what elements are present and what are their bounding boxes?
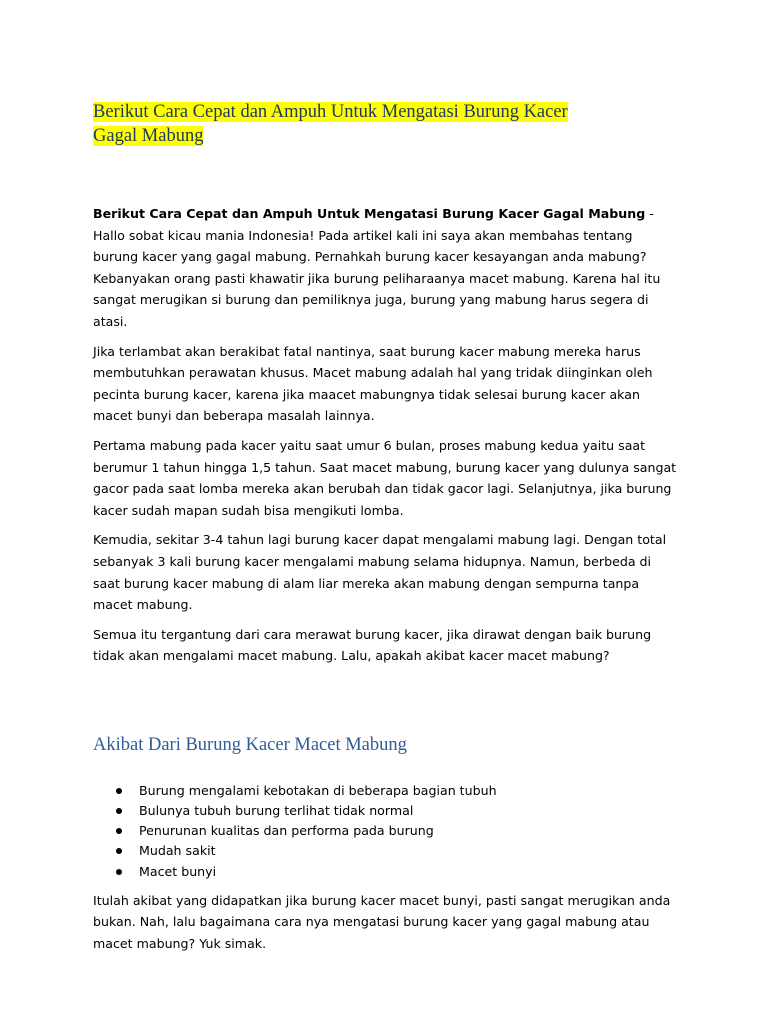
intro-text: -Hallo sobat kicau mania Indonesia! Pada artikel kali ini saya akan membahas tentang burung kacer yang gagal mabung. Pernahkah burung kacer kesayangan anda mabung? Kebanyakan orang pasti khawatir jika burung peliharaanya macet mabung. Karena hal itu sangat merugikan si burung dan pemiliknya juga, burung yang mabung harus segera di atasi. [93, 206, 661, 329]
list-item [93, 821, 678, 841]
document-title [93, 100, 678, 148]
paragraph-3: Kemudia, sekitar 3-4 tahun lagi burung kacer dapat mengalami mabung lagi. Dengan total sebanyak 3 kali burung kacer mengalami mabung selama hidupnya. Namun, berbeda di saat burung kacer mabung di alam liar mereka akan mabung dengan sempurna tanpa macet mabung. [93, 532, 667, 613]
list-item [93, 781, 678, 801]
document-body [93, 100, 678, 963]
title-line-1: Berikut Cara Cepat dan Ampuh Untuk Mengatasi Burung Kacer [93, 102, 568, 122]
list-item-text: Burung mengalami kebotakan di beberapa bagian tubuh [139, 782, 497, 798]
paragraph-4: Semua itu tergantung dari cara merawat burung kacer, jika dirawat dengan baik burung tidak akan mengalami macet mabung. Lalu, apakah akibat kacer macet mabung? [93, 626, 652, 664]
list-item-text: Macet bunyi [139, 863, 217, 879]
list-item [93, 841, 678, 861]
list-item-text: Bulunya tubuh burung terlihat tidak normal [139, 803, 414, 819]
intro-paragraph [93, 203, 678, 333]
list-item-text: Penurunan kualitas dan performa pada burung [139, 823, 434, 839]
list-item [93, 801, 678, 821]
bullet-icon [116, 788, 122, 794]
section-heading: Akibat Dari Burung Kacer Macet Mabung [93, 734, 407, 755]
bullet-icon [116, 828, 122, 834]
paragraph-1: Jika terlambat akan berakibat fatal nantinya, saat burung kacer mabung mereka harus membutuhkan perawatan khusus. Macet mabung adalah hal yang tridak diinginkan oleh pecinta burung kacer, karena jika maacet mabungnya tidak selesai burung kacer akan macet bunyi dan beberapa masalah lainnya. [93, 343, 653, 424]
list-item-text: Mudah sakit [139, 843, 216, 859]
bullet-list [93, 781, 678, 882]
bullet-icon [116, 848, 122, 854]
intro-bold-text: Berikut Cara Cepat dan Ampuh Untuk Mengatasi Burung Kacer Gagal Mabung [93, 206, 646, 221]
bullet-icon [116, 869, 122, 875]
bullet-icon [116, 808, 122, 814]
title-line-2: Gagal Mabung [93, 126, 204, 146]
list-item [93, 862, 678, 882]
closing-paragraph: Itulah akibat yang didapatkan jika burung kacer macet bunyi, pasti sangat merugikan anda bukan. Nah, lalu bagaimana cara nya mengatasi burung kacer yang gagal mabung atau macet mabung? Yuk simak. [93, 892, 671, 952]
paragraph-2: Pertama mabung pada kacer yaitu saat umur 6 bulan, proses mabung kedua yaitu saat berumur 1 tahun hingga 1,5 tahun. Saat macet mabung, burung kacer yang dulunya sangat gacor pada saat lomba mereka akan berubah dan tidak gacor lagi. Selanjutnya, jika burung kacer sudah mapan sudah bisa mengikuti lomba. [93, 437, 677, 518]
